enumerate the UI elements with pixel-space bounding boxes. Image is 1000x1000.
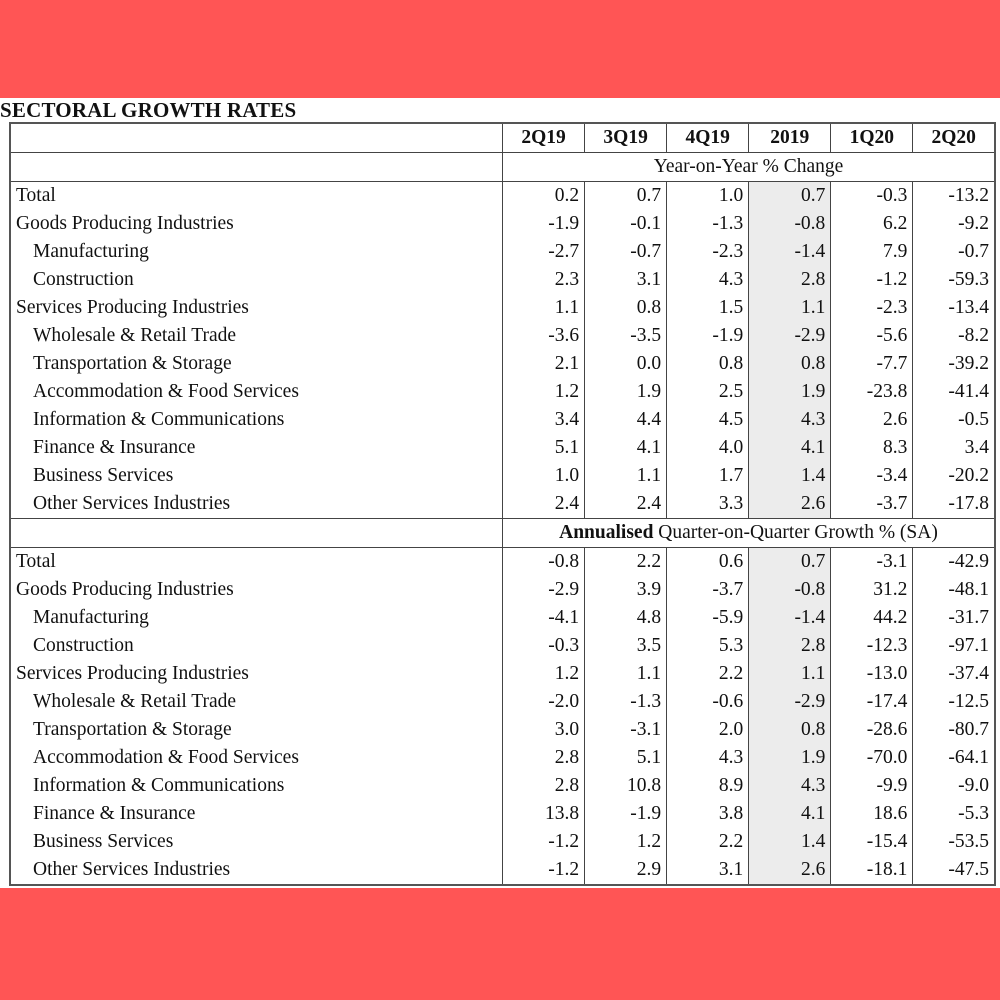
value-cell: -0.5 (913, 406, 995, 434)
value-cell: -48.1 (913, 576, 995, 604)
value-cell: 6.2 (831, 210, 913, 238)
value-cell: 44.2 (831, 604, 913, 632)
table-row (10, 266, 995, 294)
value-cell: -23.8 (831, 378, 913, 406)
value-cell: 2.8 (503, 744, 585, 772)
value-cell: -3.1 (585, 716, 667, 744)
row-label: Construction (10, 266, 503, 294)
value-cell: -41.4 (913, 378, 995, 406)
value-cell: 13.8 (503, 800, 585, 828)
row-label: Construction (10, 632, 503, 660)
value-cell: -0.7 (585, 238, 667, 266)
value-cell: 2.8 (749, 266, 831, 294)
section-heading (503, 153, 996, 182)
value-cell: -2.9 (503, 576, 585, 604)
table-row (10, 462, 995, 490)
value-cell: -0.3 (831, 182, 913, 211)
column-header-2019: 2019 (749, 123, 831, 153)
value-cell: 1.1 (749, 660, 831, 688)
value-cell: 2.6 (749, 490, 831, 519)
value-cell: 4.3 (667, 744, 749, 772)
value-cell: -0.8 (749, 576, 831, 604)
value-cell: 3.3 (667, 490, 749, 519)
column-header-2q19: 2Q19 (503, 123, 585, 153)
row-label: Finance & Insurance (10, 434, 503, 462)
value-cell: -0.6 (667, 688, 749, 716)
value-cell: -59.3 (913, 266, 995, 294)
value-cell: 2.9 (585, 856, 667, 885)
value-cell: 2.6 (749, 856, 831, 885)
value-cell: -3.5 (585, 322, 667, 350)
value-cell: -47.5 (913, 856, 995, 885)
value-cell: -12.5 (913, 688, 995, 716)
value-cell: -97.1 (913, 632, 995, 660)
row-label: Total (10, 182, 503, 211)
value-cell: 3.5 (585, 632, 667, 660)
table-row (10, 350, 995, 378)
value-cell: -70.0 (831, 744, 913, 772)
value-cell: -18.1 (831, 856, 913, 885)
row-label: Wholesale & Retail Trade (10, 688, 503, 716)
value-cell: 1.0 (667, 182, 749, 211)
value-cell: -1.4 (749, 238, 831, 266)
value-cell: 3.8 (667, 800, 749, 828)
value-cell: -42.9 (913, 548, 995, 577)
value-cell: -0.1 (585, 210, 667, 238)
table-body (10, 153, 995, 886)
row-label: Business Services (10, 462, 503, 490)
value-cell: 1.1 (503, 294, 585, 322)
table-row (10, 800, 995, 828)
value-cell: 0.8 (585, 294, 667, 322)
table-row (10, 828, 995, 856)
row-label: Business Services (10, 828, 503, 856)
value-cell: -2.0 (503, 688, 585, 716)
section-heading-bold: Annualised (559, 522, 654, 543)
column-header-4q19: 4Q19 (667, 123, 749, 153)
value-cell: -3.7 (831, 490, 913, 519)
row-label: Transportation & Storage (10, 350, 503, 378)
row-label: Wholesale & Retail Trade (10, 322, 503, 350)
value-cell: 31.2 (831, 576, 913, 604)
value-cell: -53.5 (913, 828, 995, 856)
table-row (10, 322, 995, 350)
value-cell: -17.4 (831, 688, 913, 716)
value-cell: 0.8 (667, 350, 749, 378)
value-cell: 2.0 (667, 716, 749, 744)
table-row (10, 688, 995, 716)
value-cell: 18.6 (831, 800, 913, 828)
value-cell: 3.1 (585, 266, 667, 294)
table-row (10, 406, 995, 434)
column-header-row (10, 123, 995, 153)
row-label: Accommodation & Food Services (10, 378, 503, 406)
value-cell: 4.3 (749, 406, 831, 434)
value-cell: -4.1 (503, 604, 585, 632)
table-row (10, 716, 995, 744)
row-label: Information & Communications (10, 406, 503, 434)
value-cell: -1.9 (585, 800, 667, 828)
table-row (10, 210, 995, 238)
value-cell: 3.4 (503, 406, 585, 434)
value-cell: 3.1 (667, 856, 749, 885)
table-row (10, 604, 995, 632)
value-cell: -80.7 (913, 716, 995, 744)
value-cell: -8.2 (913, 322, 995, 350)
value-cell: -1.2 (503, 828, 585, 856)
table-title: SECTORAL GROWTH RATES (0, 98, 297, 122)
row-label: Finance & Insurance (10, 800, 503, 828)
value-cell: 2.5 (667, 378, 749, 406)
value-cell: 0.7 (749, 548, 831, 577)
table-row (10, 856, 995, 885)
value-cell: -9.0 (913, 772, 995, 800)
row-label: Goods Producing Industries (10, 576, 503, 604)
table-row (10, 238, 995, 266)
value-cell: -28.6 (831, 716, 913, 744)
value-cell: -5.9 (667, 604, 749, 632)
value-cell: -12.3 (831, 632, 913, 660)
value-cell: 2.4 (503, 490, 585, 519)
row-label: Other Services Industries (10, 856, 503, 885)
value-cell: -0.8 (749, 210, 831, 238)
table-row (10, 378, 995, 406)
value-cell: -2.9 (749, 688, 831, 716)
value-cell: 7.9 (831, 238, 913, 266)
row-label: Goods Producing Industries (10, 210, 503, 238)
value-cell: 2.6 (831, 406, 913, 434)
value-cell: -1.2 (831, 266, 913, 294)
value-cell: 1.2 (585, 828, 667, 856)
value-cell: -1.3 (667, 210, 749, 238)
value-cell: 2.8 (749, 632, 831, 660)
value-cell: 0.6 (667, 548, 749, 577)
value-cell: -1.4 (749, 604, 831, 632)
document-page (0, 98, 1000, 888)
value-cell: -1.9 (667, 322, 749, 350)
table-row (10, 434, 995, 462)
value-cell: 1.4 (749, 828, 831, 856)
value-cell: 0.0 (585, 350, 667, 378)
value-cell: 4.8 (585, 604, 667, 632)
value-cell: 1.4 (749, 462, 831, 490)
value-cell: 2.1 (503, 350, 585, 378)
value-cell: 2.2 (667, 828, 749, 856)
column-header-3q19: 3Q19 (585, 123, 667, 153)
value-cell: 1.9 (749, 744, 831, 772)
value-cell: 4.4 (585, 406, 667, 434)
section-heading-text: Quarter-on-Quarter Growth % (SA) (653, 522, 938, 543)
value-cell: 0.8 (749, 350, 831, 378)
value-cell: 10.8 (585, 772, 667, 800)
value-cell: -9.9 (831, 772, 913, 800)
row-label: Services Producing Industries (10, 660, 503, 688)
section-heading (503, 519, 996, 548)
section-heading-blank (10, 519, 503, 548)
value-cell: 4.1 (749, 800, 831, 828)
value-cell: -5.6 (831, 322, 913, 350)
row-label: Transportation & Storage (10, 716, 503, 744)
value-cell: -3.1 (831, 548, 913, 577)
value-cell: -3.7 (667, 576, 749, 604)
value-cell: 1.2 (503, 378, 585, 406)
header-blank-cell (10, 123, 503, 153)
value-cell: 1.7 (667, 462, 749, 490)
value-cell: -0.3 (503, 632, 585, 660)
value-cell: -0.8 (503, 548, 585, 577)
value-cell: -0.7 (913, 238, 995, 266)
row-label: Other Services Industries (10, 490, 503, 519)
value-cell: 1.9 (749, 378, 831, 406)
value-cell: 1.5 (667, 294, 749, 322)
value-cell: -15.4 (831, 828, 913, 856)
value-cell: -13.0 (831, 660, 913, 688)
row-label: Manufacturing (10, 604, 503, 632)
value-cell: -13.2 (913, 182, 995, 211)
value-cell: 1.9 (585, 378, 667, 406)
value-cell: 3.4 (913, 434, 995, 462)
row-label: Total (10, 548, 503, 577)
bottom-color-band (0, 888, 1000, 1000)
value-cell: 3.9 (585, 576, 667, 604)
value-cell: -1.9 (503, 210, 585, 238)
top-color-band (0, 0, 1000, 98)
value-cell: 4.3 (749, 772, 831, 800)
table-row (10, 772, 995, 800)
table-row (10, 490, 995, 519)
value-cell: 0.7 (749, 182, 831, 211)
value-cell: 5.1 (585, 744, 667, 772)
column-header-1q20: 1Q20 (831, 123, 913, 153)
value-cell: 2.3 (503, 266, 585, 294)
table-row (10, 548, 995, 577)
value-cell: 8.3 (831, 434, 913, 462)
section-heading-text: Year-on-Year % Change (653, 156, 844, 177)
row-label: Manufacturing (10, 238, 503, 266)
value-cell: -2.3 (667, 238, 749, 266)
sectoral-growth-table (9, 122, 996, 886)
value-cell: 8.9 (667, 772, 749, 800)
row-label: Accommodation & Food Services (10, 744, 503, 772)
value-cell: 2.4 (585, 490, 667, 519)
table-row (10, 182, 995, 211)
table-row (10, 632, 995, 660)
value-cell: 5.1 (503, 434, 585, 462)
value-cell: 4.3 (667, 266, 749, 294)
value-cell: 0.8 (749, 716, 831, 744)
value-cell: -31.7 (913, 604, 995, 632)
row-label: Information & Communications (10, 772, 503, 800)
value-cell: -2.3 (831, 294, 913, 322)
value-cell: -20.2 (913, 462, 995, 490)
section-heading-blank (10, 153, 503, 182)
row-label: Services Producing Industries (10, 294, 503, 322)
value-cell: 4.0 (667, 434, 749, 462)
value-cell: -17.8 (913, 490, 995, 519)
table-row (10, 660, 995, 688)
section-heading-row (10, 153, 995, 182)
value-cell: -1.2 (503, 856, 585, 885)
value-cell: 4.1 (749, 434, 831, 462)
table-row (10, 294, 995, 322)
value-cell: 0.7 (585, 182, 667, 211)
value-cell: -13.4 (913, 294, 995, 322)
table-row (10, 744, 995, 772)
value-cell: 0.2 (503, 182, 585, 211)
value-cell: 1.1 (749, 294, 831, 322)
value-cell: 5.3 (667, 632, 749, 660)
value-cell: -2.7 (503, 238, 585, 266)
value-cell: -64.1 (913, 744, 995, 772)
column-header-2q20: 2Q20 (913, 123, 995, 153)
value-cell: -3.6 (503, 322, 585, 350)
value-cell: 1.2 (503, 660, 585, 688)
value-cell: -37.4 (913, 660, 995, 688)
value-cell: -1.3 (585, 688, 667, 716)
value-cell: -5.3 (913, 800, 995, 828)
value-cell: 4.1 (585, 434, 667, 462)
value-cell: -39.2 (913, 350, 995, 378)
value-cell: -3.4 (831, 462, 913, 490)
value-cell: -2.9 (749, 322, 831, 350)
table-row (10, 576, 995, 604)
value-cell: 4.5 (667, 406, 749, 434)
value-cell: 2.2 (667, 660, 749, 688)
section-heading-row (10, 519, 995, 548)
value-cell: -7.7 (831, 350, 913, 378)
value-cell: 1.1 (585, 660, 667, 688)
value-cell: 2.2 (585, 548, 667, 577)
value-cell: 2.8 (503, 772, 585, 800)
value-cell: -9.2 (913, 210, 995, 238)
value-cell: 3.0 (503, 716, 585, 744)
value-cell: 1.1 (585, 462, 667, 490)
value-cell: 1.0 (503, 462, 585, 490)
